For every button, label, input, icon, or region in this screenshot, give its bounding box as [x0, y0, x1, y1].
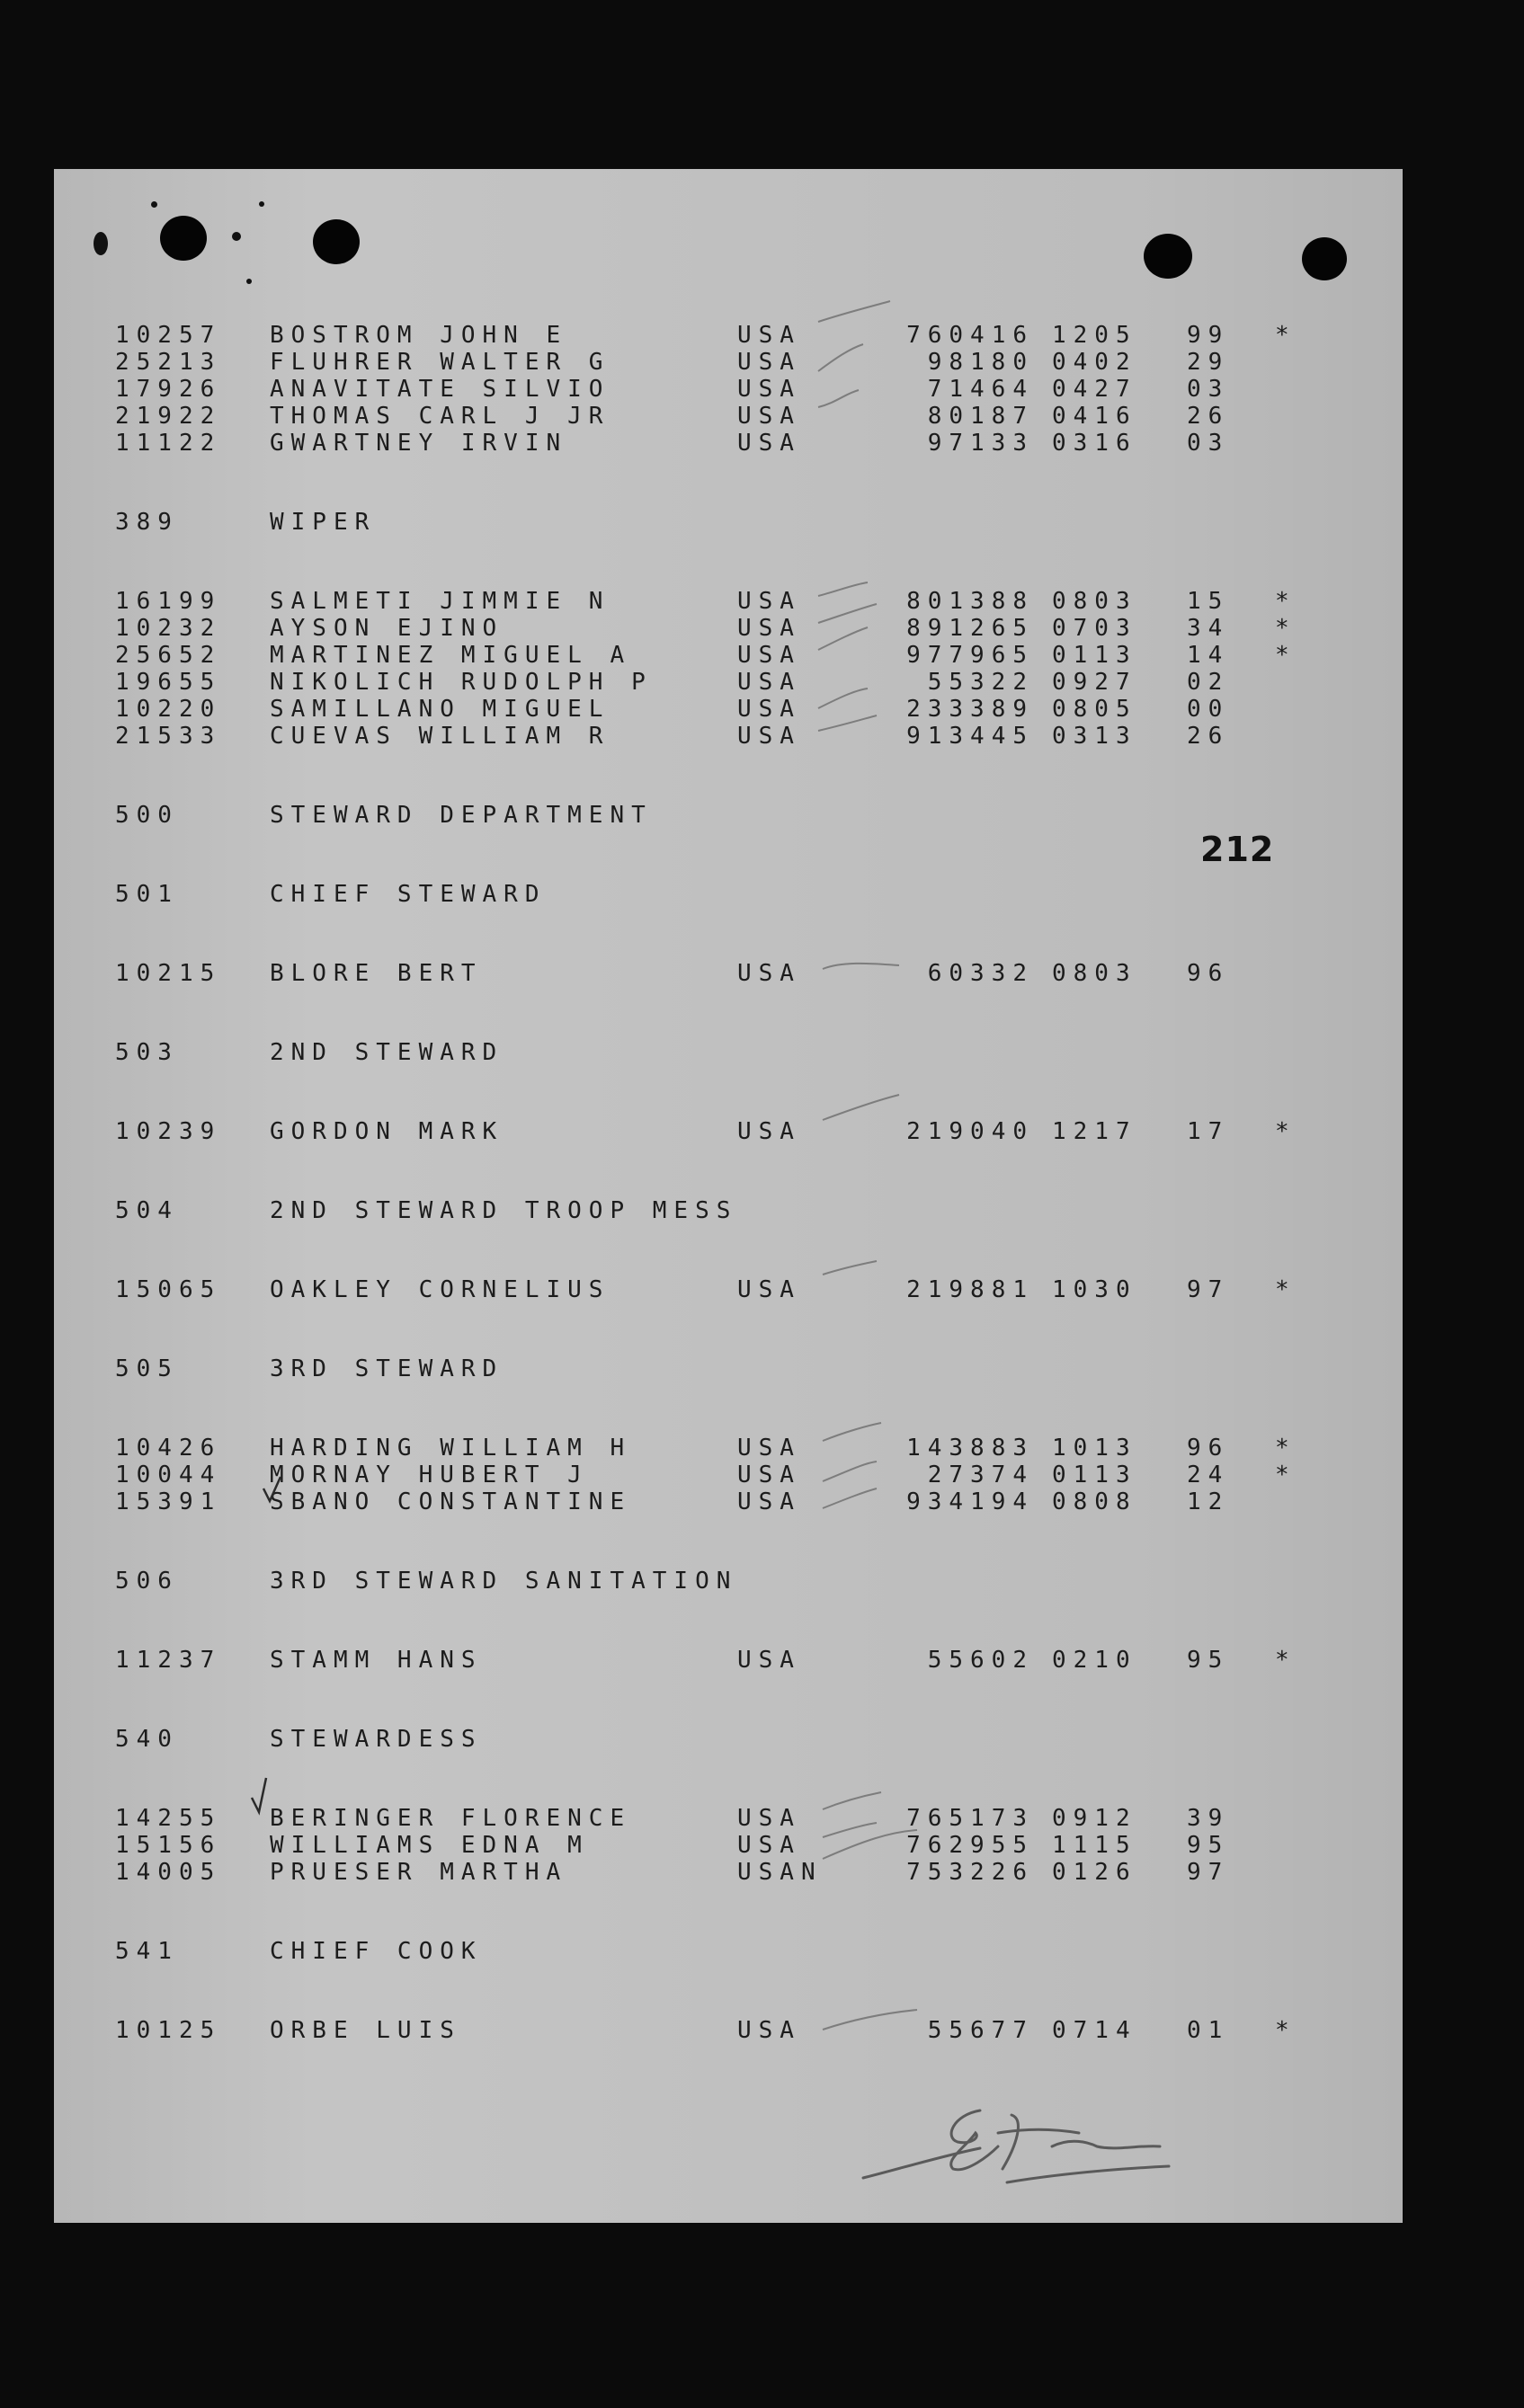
- record-date: 0313: [1052, 723, 1137, 750]
- record-mark: *: [1275, 1276, 1297, 1303]
- record-name: GWARTNEY IRVIN: [270, 430, 568, 457]
- record-number: 14255: [115, 1805, 222, 1832]
- record-id: 977965: [906, 642, 1034, 669]
- record-mark: *: [1275, 615, 1297, 642]
- section-code: 540: [115, 1726, 179, 1753]
- record-citizenship: USA: [737, 403, 801, 430]
- section-code: 504: [115, 1197, 179, 1224]
- record-number: 15065: [115, 1276, 222, 1303]
- record-number: 14005: [115, 1859, 222, 1886]
- record-citizenship: USA: [737, 588, 801, 615]
- record-id: 143883: [906, 1435, 1034, 1462]
- record-citizenship: USA: [737, 1276, 801, 1303]
- record-year: 26: [1187, 723, 1230, 750]
- record-mark: *: [1275, 322, 1297, 349]
- record-id: 891265: [906, 615, 1034, 642]
- record-number: 25652: [115, 642, 222, 669]
- record-id: 934194: [906, 1488, 1034, 1515]
- record-year: 97: [1187, 1859, 1230, 1886]
- record-date: 0805: [1052, 696, 1137, 723]
- record-id: 753226: [906, 1859, 1034, 1886]
- record-id: 98180: [927, 349, 1034, 376]
- record-citizenship: USA: [737, 1647, 801, 1674]
- record-date: 0912: [1052, 1805, 1137, 1832]
- record-mark: *: [1275, 588, 1297, 615]
- record-date: 1030: [1052, 1276, 1137, 1303]
- record-citizenship: USA: [737, 642, 801, 669]
- record-id: 913445: [906, 723, 1034, 750]
- record-citizenship: USA: [737, 960, 801, 987]
- record-year: 97: [1187, 1276, 1230, 1303]
- record-name: STAMM HANS: [270, 1647, 483, 1674]
- record-date: 1205: [1052, 322, 1137, 349]
- record-name: AYSON EJINO: [270, 615, 504, 642]
- record-date: 0808: [1052, 1488, 1137, 1515]
- record-name: THOMAS CARL J JR: [270, 403, 610, 430]
- record-name: BERINGER FLORENCE: [270, 1805, 632, 1832]
- record-name: GORDON MARK: [270, 1118, 504, 1145]
- record-year: 34: [1187, 615, 1230, 642]
- record-citizenship: USA: [737, 1805, 801, 1832]
- record-date: 0427: [1052, 376, 1137, 403]
- record-id: 80187: [927, 403, 1034, 430]
- record-date: 1013: [1052, 1435, 1137, 1462]
- record-citizenship: USA: [737, 1118, 801, 1145]
- record-number: 11237: [115, 1647, 222, 1674]
- record-citizenship: USA: [737, 723, 801, 750]
- record-date: 0113: [1052, 642, 1137, 669]
- record-date: 0714: [1052, 2017, 1137, 2044]
- record-citizenship: USA: [737, 2017, 801, 2044]
- document-page: [54, 169, 1403, 2223]
- section-title: 2ND STEWARD TROOP MESS: [270, 1197, 738, 1224]
- record-date: 0113: [1052, 1462, 1137, 1488]
- record-citizenship: USA: [737, 615, 801, 642]
- record-number: 10232: [115, 615, 222, 642]
- record-number: 16199: [115, 588, 222, 615]
- record-citizenship: USA: [737, 376, 801, 403]
- record-name: ORBE LUIS: [270, 2017, 461, 2044]
- record-citizenship: USA: [737, 696, 801, 723]
- record-citizenship: USA: [737, 1832, 801, 1859]
- record-id: 71464: [927, 376, 1034, 403]
- record-number: 11122: [115, 430, 222, 457]
- section-code: 389: [115, 509, 179, 536]
- record-date: 0803: [1052, 588, 1137, 615]
- record-id: 60332: [927, 960, 1034, 987]
- record-mark: *: [1275, 1647, 1297, 1674]
- record-name: MORNAY HUBERT J: [270, 1462, 589, 1488]
- record-number: 10220: [115, 696, 222, 723]
- record-year: 26: [1187, 403, 1230, 430]
- record-mark: *: [1275, 2017, 1297, 2044]
- page-number: 212: [1200, 830, 1275, 869]
- record-year: 99: [1187, 322, 1230, 349]
- record-date: 0703: [1052, 615, 1137, 642]
- record-id: 55677: [927, 2017, 1034, 2044]
- record-number: 21533: [115, 723, 222, 750]
- record-name: PRUESER MARTHA: [270, 1859, 568, 1886]
- record-citizenship: USA: [737, 430, 801, 457]
- record-name: ANAVITATE SILVIO: [270, 376, 610, 403]
- record-year: 00: [1187, 696, 1230, 723]
- record-citizenship: USAN: [737, 1859, 823, 1886]
- record-number: 10044: [115, 1462, 222, 1488]
- record-id: 97133: [927, 430, 1034, 457]
- record-name: SAMILLANO MIGUEL: [270, 696, 610, 723]
- record-year: 02: [1187, 669, 1230, 696]
- record-number: 10239: [115, 1118, 222, 1145]
- record-date: 0803: [1052, 960, 1137, 987]
- record-number: 15156: [115, 1832, 222, 1859]
- signature: [845, 2093, 1205, 2191]
- section-title: WIPER: [270, 509, 377, 536]
- record-id: 219881: [906, 1276, 1034, 1303]
- record-date: 0402: [1052, 349, 1137, 376]
- record-citizenship: USA: [737, 322, 801, 349]
- section-title: 2ND STEWARD: [270, 1039, 504, 1066]
- record-id: 801388: [906, 588, 1034, 615]
- record-name: MARTINEZ MIGUEL A: [270, 642, 632, 669]
- record-mark: *: [1275, 1462, 1297, 1488]
- record-date: 1115: [1052, 1832, 1137, 1859]
- record-number: 10257: [115, 322, 222, 349]
- record-date: 0927: [1052, 669, 1137, 696]
- record-name: SALMETI JIMMIE N: [270, 588, 610, 615]
- record-name: OAKLEY CORNELIUS: [270, 1276, 610, 1303]
- record-number: 21922: [115, 403, 222, 430]
- record-citizenship: USA: [737, 1435, 801, 1462]
- record-id: 233389: [906, 696, 1034, 723]
- record-name: BLORE BERT: [270, 960, 483, 987]
- record-id: 219040: [906, 1118, 1034, 1145]
- record-date: 0210: [1052, 1647, 1137, 1674]
- record-citizenship: USA: [737, 669, 801, 696]
- section-title: CHIEF COOK: [270, 1938, 483, 1965]
- record-year: 03: [1187, 430, 1230, 457]
- record-year: 15: [1187, 588, 1230, 615]
- record-number: 25213: [115, 349, 222, 376]
- record-year: 95: [1187, 1832, 1230, 1859]
- record-year: 01: [1187, 2017, 1230, 2044]
- pencil-marks: [54, 169, 1403, 2223]
- record-year: 24: [1187, 1462, 1230, 1488]
- record-number: 10125: [115, 2017, 222, 2044]
- record-year: 95: [1187, 1647, 1230, 1674]
- record-name: CUEVAS WILLIAM R: [270, 723, 610, 750]
- record-date: 1217: [1052, 1118, 1137, 1145]
- section-title: STEWARD DEPARTMENT: [270, 802, 653, 829]
- record-id: 760416: [906, 322, 1034, 349]
- record-name: BOSTROM JOHN E: [270, 322, 568, 349]
- record-name: NIKOLICH RUDOLPH P: [270, 669, 653, 696]
- record-year: 14: [1187, 642, 1230, 669]
- record-name: FLUHRER WALTER G: [270, 349, 610, 376]
- section-code: 500: [115, 802, 179, 829]
- section-title: 3RD STEWARD: [270, 1355, 504, 1382]
- record-citizenship: USA: [737, 1488, 801, 1515]
- record-year: 12: [1187, 1488, 1230, 1515]
- record-name: HARDING WILLIAM H: [270, 1435, 632, 1462]
- record-name: SBANO CONSTANTINE: [270, 1488, 632, 1515]
- record-number: 19655: [115, 669, 222, 696]
- section-code: 501: [115, 881, 179, 908]
- section-code: 505: [115, 1355, 179, 1382]
- record-date: 0416: [1052, 403, 1137, 430]
- record-mark: *: [1275, 642, 1297, 669]
- section-title: 3RD STEWARD SANITATION: [270, 1568, 738, 1595]
- section-code: 503: [115, 1039, 179, 1066]
- record-date: 0316: [1052, 430, 1137, 457]
- record-year: 96: [1187, 1435, 1230, 1462]
- record-id: 762955: [906, 1832, 1034, 1859]
- record-number: 15391: [115, 1488, 222, 1515]
- record-year: 96: [1187, 960, 1230, 987]
- section-code: 541: [115, 1938, 179, 1965]
- section-code: 506: [115, 1568, 179, 1595]
- record-citizenship: USA: [737, 349, 801, 376]
- record-id: 55322: [927, 669, 1034, 696]
- record-year: 17: [1187, 1118, 1230, 1145]
- record-citizenship: USA: [737, 1462, 801, 1488]
- record-number: 10426: [115, 1435, 222, 1462]
- record-year: 03: [1187, 376, 1230, 403]
- record-number: 10215: [115, 960, 222, 987]
- record-id: 765173: [906, 1805, 1034, 1832]
- record-date: 0126: [1052, 1859, 1137, 1886]
- record-number: 17926: [115, 376, 222, 403]
- section-title: STEWARDESS: [270, 1726, 483, 1753]
- record-id: 27374: [927, 1462, 1034, 1488]
- record-mark: *: [1275, 1435, 1297, 1462]
- record-mark: *: [1275, 1118, 1297, 1145]
- section-title: CHIEF STEWARD: [270, 881, 547, 908]
- record-year: 29: [1187, 349, 1230, 376]
- record-id: 55602: [927, 1647, 1034, 1674]
- record-year: 39: [1187, 1805, 1230, 1832]
- record-name: WILLIAMS EDNA M: [270, 1832, 589, 1859]
